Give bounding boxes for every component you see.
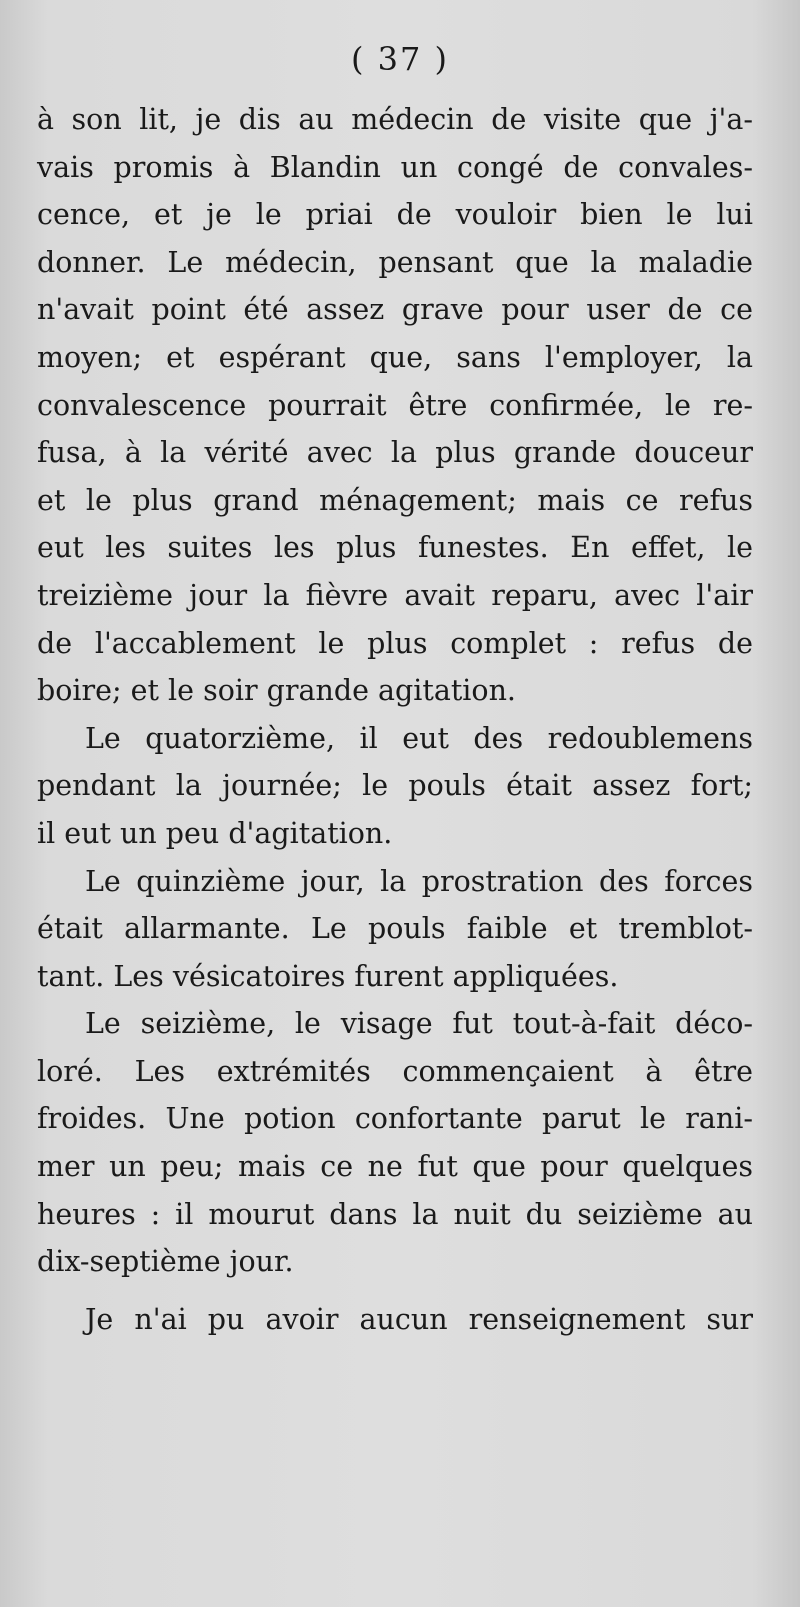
page-number: ( 37 ) <box>350 40 450 78</box>
text-line: n'avait point été assez grave pour user de ce <box>37 293 753 327</box>
text-line: de l'accablement le plus complet : refus de <box>37 626 753 660</box>
text-line: Le quatorzième, il eut des redoublemens <box>85 721 753 755</box>
text-line: il eut un peu d'agitation. <box>37 816 393 850</box>
text-line: Le seizième, le visage fut tout-à-fait déco- <box>85 1007 753 1041</box>
text-line: boire; et le soir grande agitation. <box>37 674 516 708</box>
body-text <box>37 96 753 1343</box>
text-line: Je n'ai pu avoir aucun renseignement sur <box>85 1302 753 1336</box>
text-line: fusa, à la vérité avec la plus grande douceur <box>37 436 753 470</box>
text-line: donner. Le médecin, pensant que la maladie <box>37 245 753 279</box>
text-line: pendant la journée; le pouls était assez fort; <box>37 769 753 803</box>
text-line: moyen; et espérant que, sans l'employer, la <box>37 340 753 374</box>
text-line: et le plus grand ménagement; mais ce refus <box>37 483 753 517</box>
text-line: était allarmante. Le pouls faible et tremblot- <box>37 912 753 946</box>
text-line: convalescence pourrait être confirmée, le re- <box>37 388 753 422</box>
text-line: à son lit, je dis au médecin de visite que j'a- <box>37 103 753 136</box>
text-line: tant. Les vésicatoires furent appliquées. <box>37 959 619 993</box>
text-line: froides. Une potion confortante parut le rani- <box>37 1102 753 1136</box>
text-line: heures : il mourut dans la nuit du seizième au <box>37 1197 753 1231</box>
text-line: mer un peu; mais ce ne fut que pour quelques <box>37 1150 753 1184</box>
text-line: vais promis à Blandin un congé de convales- <box>37 150 753 184</box>
text-line: Le quinzième jour, la prostration des forces <box>85 864 753 898</box>
text-line: cence, et je le priai de vouloir bien le lui <box>37 198 753 232</box>
text-line: dix-septième jour. <box>37 1245 294 1279</box>
text-line: loré. Les extrémités commençaient à être <box>37 1054 753 1088</box>
text-line: eut les suites les plus funestes. En effet, le <box>37 531 753 565</box>
text-line: treizième jour la fièvre avait reparu, avec l'air <box>37 578 753 612</box>
